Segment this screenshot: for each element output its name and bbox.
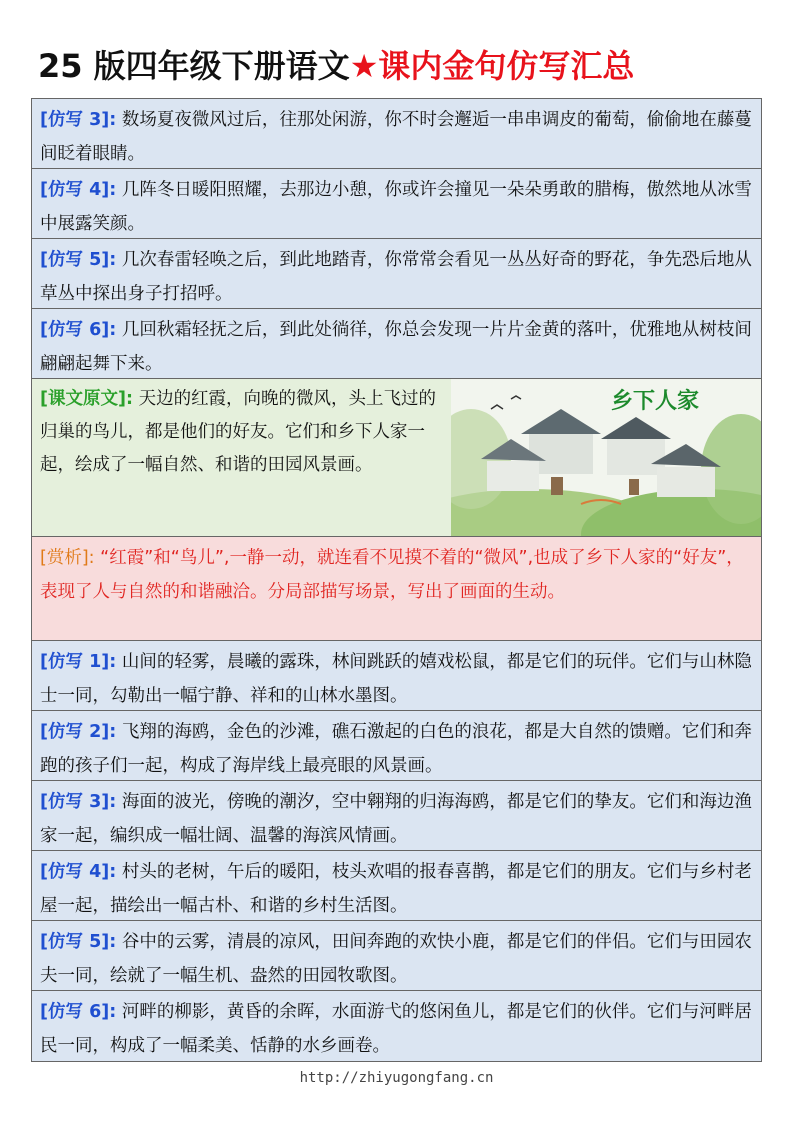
imitation-row [32,921,761,991]
row-text: 谷中的云雾，清晨的凉风，田间奔跑的欢快小鹿，都是它们的伴侣。它们与田园农夫一同，绘就了一幅生机、盎然的田园牧歌图。 [40,932,752,986]
row-text: 几阵冬日暖阳照耀，去那边小憩，你或许会撞见一朵朵勇敢的腊梅，傲然地从冰雪中展露笑颜。 [40,180,752,234]
imitation-row [32,641,761,711]
row-label: [仿写 5]: [40,932,117,952]
original-text-row [32,379,761,537]
row-text: 河畔的柳影，黄昏的余晖，水面游弋的悠闲鱼儿，都是它们的伙伴。它们与河畔居民一同，构成了一幅柔美、恬静的水乡画卷。 [40,1002,752,1056]
row-text: 海面的波光，傍晚的潮汐，空中翱翔的归海海鸥，都是它们的挚友。它们和海边渔家一起，编织成一幅壮阔、温馨的海滨风情画。 [40,792,752,846]
row-text: 几回秋霜轻抚之后，到此处徜徉，你总会发现一片片金黄的落叶，优雅地从树枝间翩翩起舞下来。 [40,320,752,374]
row-label: [仿写 3]: [40,110,117,130]
row-label: [仿写 6]: [40,320,117,340]
title-main: 25 版四年级下册语文 [38,47,350,85]
appreciation-text: “红霞”和“鸟儿”,一静一动，就连看不见摸不着的“微风”,也成了乡下人家的“好友”，表现了人与自然的和谐融洽。分局部描写场景，写出了画面的生动。 [40,548,744,602]
row-label: [仿写 5]: [40,250,117,270]
imitation-row [32,851,761,921]
row-label: [仿写 3]: [40,792,117,812]
row-text: 飞翔的海鸥，金色的沙滩，礁石激起的白色的浪花，都是大自然的馈赠。它们和奔跑的孩子们一起，构成了海岸线上最亮眼的风景画。 [40,722,752,776]
row-text: 几次春雷轻唤之后，到此地踏青，你常常会看见一丛丛好奇的野花，争先恐后地从草丛中探出身子打招呼。 [40,250,752,304]
original-text [40,383,445,482]
row-label: [仿写 1]: [40,652,117,672]
row-label: [仿写 4]: [40,862,117,882]
row-text: 村头的老树，午后的暖阳，枝头欢唱的报春喜鹊，都是它们的朋友。它们与乡村老屋一起，描绘出一幅古朴、和谐的乡村生活图。 [40,862,752,916]
village-illustration [451,379,761,536]
imitation-row [32,239,761,309]
appreciation-label: [赏析]: [40,548,95,568]
sentence-table [31,98,762,1062]
imitation-row [32,781,761,851]
original-label: [课文原文]: [40,389,133,409]
imitation-row [32,711,761,781]
row-label: [仿写 2]: [40,722,117,742]
original-body: 天边的红霞，向晚的微风，头上飞过的归巢的鸟儿，都是他们的好友。它们和乡下人家一起，绘成了一幅自然、和谐的田园风景画。 [40,389,437,475]
row-label: [仿写 6]: [40,1002,117,1022]
footer-url: http://zhiyugongfang.cn [299,1070,494,1086]
appreciation-row [32,537,761,641]
star-icon: ★ [349,47,379,85]
row-label: [仿写 4]: [40,180,117,200]
imitation-row [32,309,761,379]
row-text: 数场夏夜微风过后，往那处闲游，你不时会邂逅一串串调皮的葡萄，偷偷地在藤蔓间眨着眼睛。 [40,110,752,164]
page-title [38,44,634,88]
village-illustration-art [451,379,761,536]
imitation-row [32,169,761,239]
illustration-caption: 乡下人家 [611,389,700,414]
title-highlight: 课内金句仿写汇总 [378,47,635,85]
row-text: 山间的轻雾，晨曦的露珠，林间跳跃的嬉戏松鼠，都是它们的玩伴。它们与山林隐士一同，勾勒出一幅宁静、祥和的山林水墨图。 [40,652,752,706]
imitation-row [32,991,761,1061]
imitation-row [32,99,761,169]
